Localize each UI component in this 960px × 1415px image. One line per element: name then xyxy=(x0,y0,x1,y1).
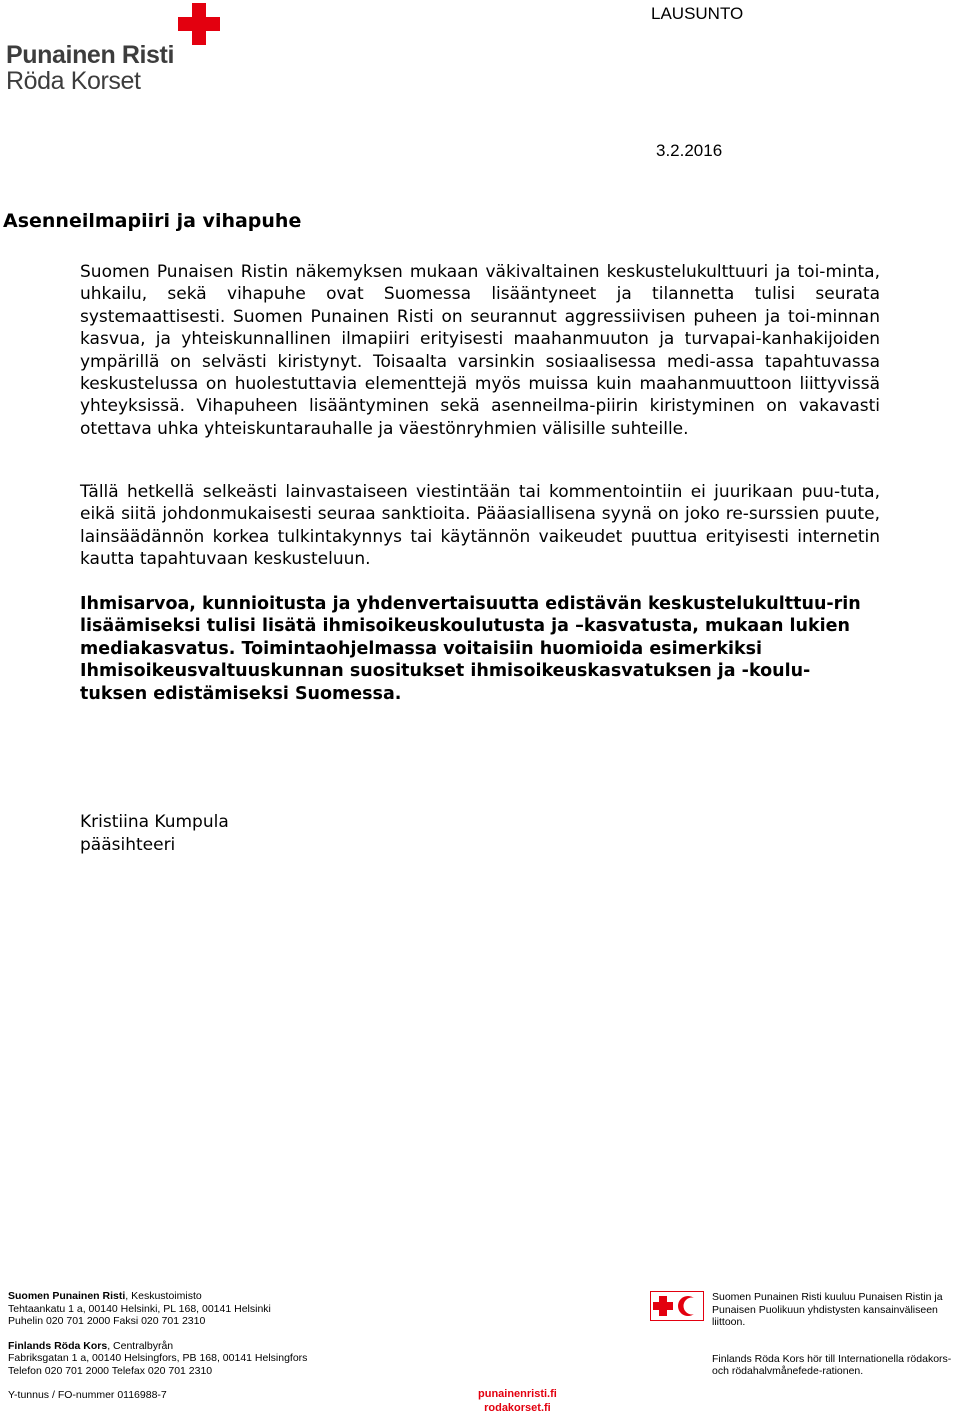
document-date: 3.2.2016 xyxy=(656,141,722,161)
logo-text-finnish: Punainen Risti xyxy=(6,43,174,68)
footer-sv-org: Finlands Röda Kors xyxy=(8,1340,107,1352)
footer-fi-address: Tehtaankatu 1 a, 00140 Helsinki, PL 168, 00141 Helsinki xyxy=(8,1303,428,1316)
body-paragraph-1: Suomen Punaisen Ristin näkemyksen mukaan väkivaltainen keskustelukulttuuri ja toi-minta, uhkailu, sekä vihapuhe ovat Suomessa lisääntyneet ja tilannetta tulisi seurata systemaattisesti. Suomen Punainen Risti on seurannut aggressiivisen puheen ja toi-minnan kasvua, ja yhteiskunnallinen ilmapiiri erityisesti maahanmuuton ja turvapai-kanhakijoiden ympärillä on selvästi kiristynyt. Toisaalta varsinkin sosiaalisessa medi-assa tapahtuvassa keskustelussa on huolestuttavia elementtejä myös muissa kuin maahanmuuttoon liittyvissä yhteyksissä. Vihapuheen lisääntyminen sekä asenneilma-piirin kiristyminen on vakavasti otettava uhka yhteiskuntarauhalle ja väestönryhmien välisille suhteille. xyxy=(80,261,880,440)
footer-fi-office: , Keskustoimisto xyxy=(125,1290,201,1302)
website-link-sv[interactable]: rodakorset.fi xyxy=(478,1402,557,1415)
document-type: LAUSUNTO xyxy=(651,4,743,24)
logo-text-swedish: Röda Korset xyxy=(6,69,141,94)
footer-fi-phone: Puhelin 020 701 2000 Faksi 020 701 2310 xyxy=(8,1315,428,1328)
footer-note-swedish: Finlands Röda Kors hör till Internationella rödakors- och rödahalvmånefede-rationen. xyxy=(712,1353,960,1378)
footer-contact-block xyxy=(8,1290,428,1402)
website-link-fi[interactable]: punainenristi.fi xyxy=(478,1388,557,1402)
footer-sv-address: Fabriksgatan 1 a, 00140 Helsingfors, PB 168, 00141 Helsingfors xyxy=(8,1352,428,1365)
signatory-name: Kristiina Kumpula xyxy=(80,812,229,832)
red-cross-icon-horizontal xyxy=(178,17,220,31)
footer-note-finnish: Suomen Punainen Risti kuuluu Punaisen Ristin ja Punaisen Puolikuun yhdistysten kansainväliseen liittoon. xyxy=(712,1291,960,1329)
footer-business-id: Y-tunnus / FO-nummer 0116988-7 xyxy=(8,1389,428,1402)
footer-fi-org: Suomen Punainen Risti xyxy=(8,1290,125,1302)
body-paragraph-2: Tällä hetkellä selkeästi lainvastaiseen viestintään tai kommentointiin ei juurikaan puu-tuta, eikä siitä johdonmukaisesti seuraa sanktioita. Pääasiallisena syynä on joko re-surssien puute, lainsäädännön korkea tulkintakynnys tai käytännön vaikeudet puuttua erityisesti internetin kautta tapahtuvaan keskusteluun. xyxy=(80,481,880,571)
body-paragraph-3-bold: Ihmisarvoa, kunnioitusta ja yhdenvertaisuutta edistävän keskustelukulttuu-rin lisäämiseksi tulisi lisätä ihmisoikeuskoulutusta ja –kasvatusta, mukaan lukien mediakasvatus. Toimintaohjelmassa voitaisiin huomioida esimerkiksi Ihmisoikeusvaltuuskunnan suositukset ihmisoikeuskasvatuksen ja -koulu-tuksen edistämiseksi Suomessa. xyxy=(80,593,870,705)
footer-sv-office: , Centralbyrån xyxy=(107,1340,173,1352)
signatory-role: pääsihteeri xyxy=(80,835,175,855)
document-title: Asenneilmapiiri ja vihapuhe xyxy=(3,210,301,232)
footer-sv-phone: Telefon 020 701 2000 Telefax 020 701 2310 xyxy=(8,1365,428,1378)
cross-and-crescent-emblem-icon xyxy=(650,1291,704,1321)
footer-federation-note xyxy=(712,1291,960,1378)
